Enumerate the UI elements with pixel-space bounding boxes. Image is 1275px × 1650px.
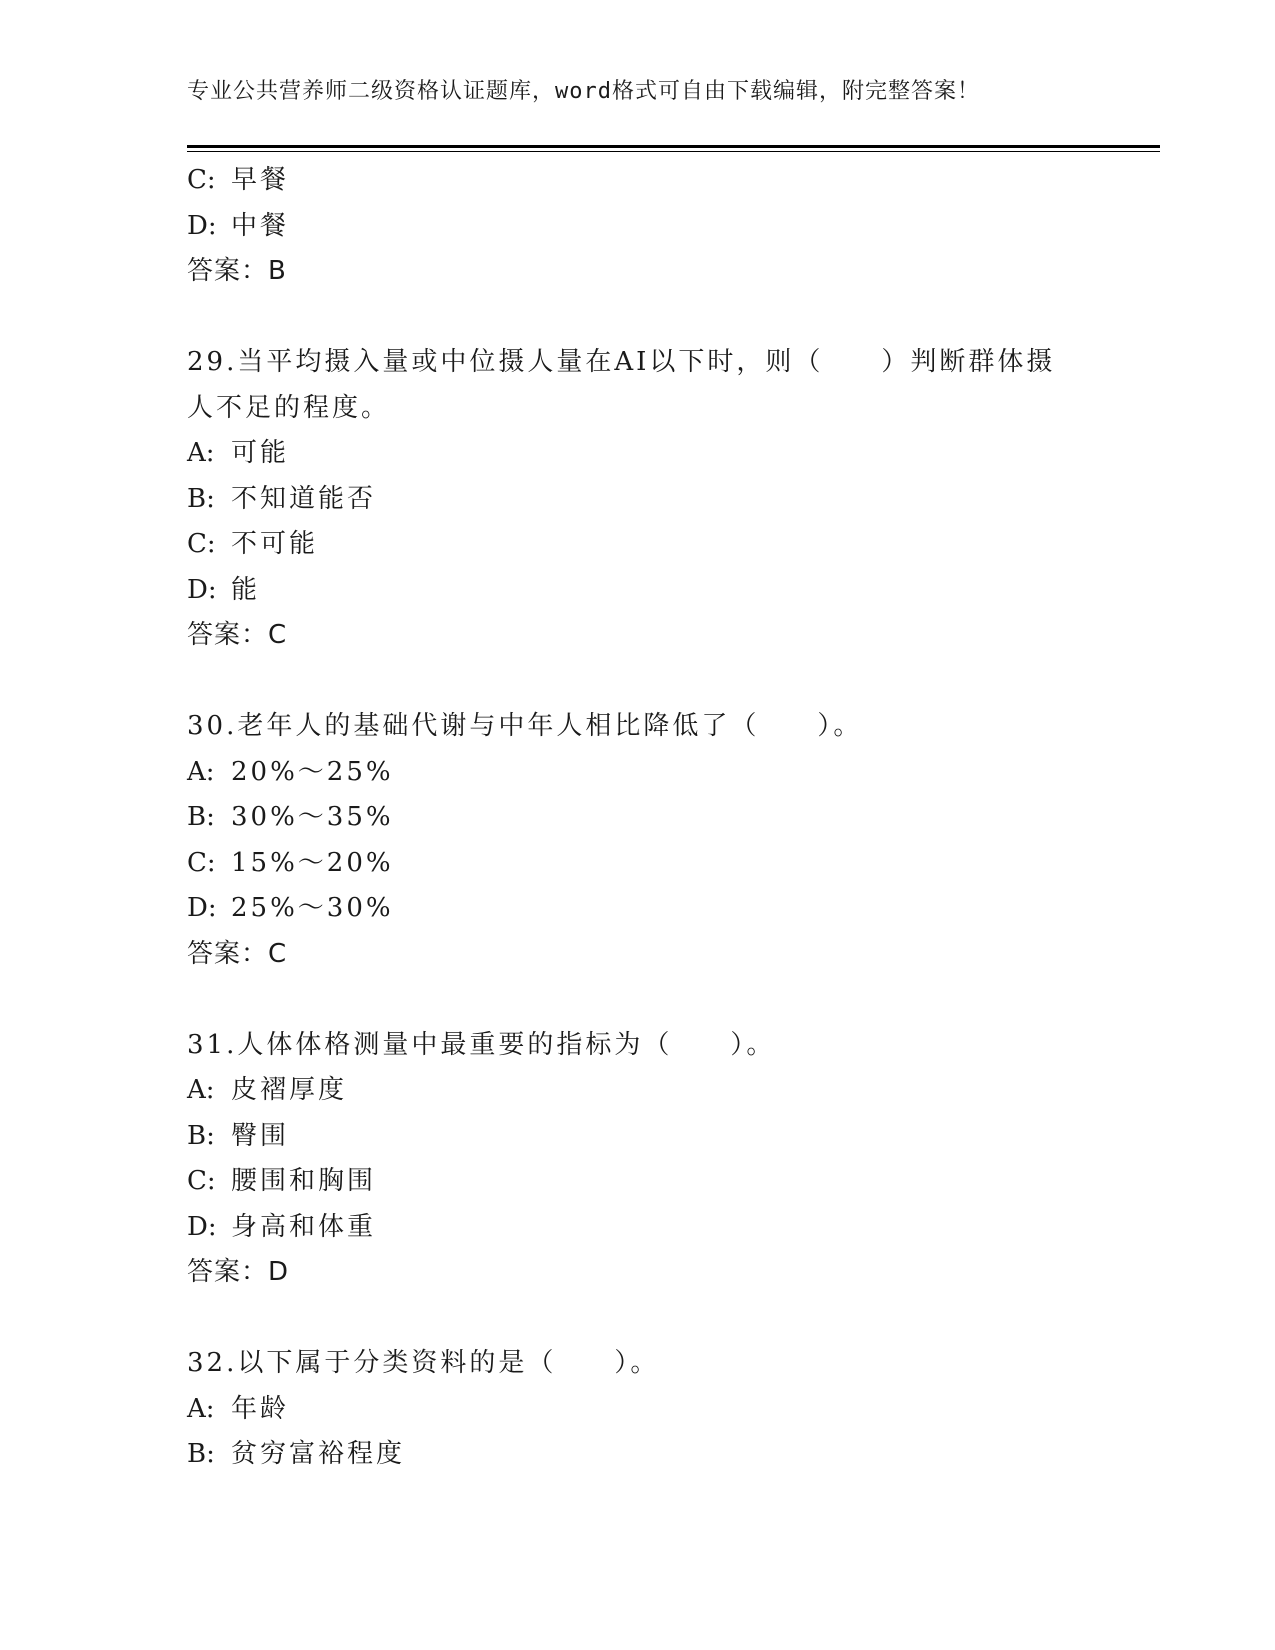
option-label: C:	[187, 165, 216, 195]
option-line	[187, 522, 1087, 568]
option-label: B:	[187, 1120, 215, 1151]
option-line	[187, 1068, 1087, 1114]
option-line	[187, 841, 1087, 887]
option-text: 年龄	[231, 1393, 290, 1424]
option-text: 早餐	[231, 165, 290, 195]
option-text: 腰围和胸围	[231, 1166, 377, 1196]
option-text: 皮褶厚度	[231, 1075, 348, 1105]
option-label: A:	[187, 756, 215, 787]
option-text: 25%～30%	[231, 893, 394, 923]
option-label: C:	[187, 847, 216, 878]
option-label: C:	[187, 529, 216, 559]
option-label: C:	[187, 1166, 216, 1196]
option-label: D:	[187, 893, 217, 923]
option-text: 不可能	[231, 529, 319, 559]
option-line	[187, 1114, 1087, 1160]
spacer	[187, 1296, 1087, 1342]
option-text: 30%～35%	[231, 802, 394, 832]
option-line	[187, 795, 1087, 841]
answer-line: 答案：C	[187, 938, 288, 969]
option-line	[187, 568, 1087, 614]
option-label: B:	[187, 483, 215, 514]
option-line	[187, 1159, 1087, 1205]
option-line	[187, 158, 1087, 204]
option-text: 能	[231, 574, 261, 605]
option-label: A:	[187, 438, 215, 468]
option-text: 20%～25%	[231, 756, 394, 787]
header-rule-thick	[187, 145, 1160, 148]
option-line	[187, 1205, 1087, 1251]
option-line	[187, 1432, 1087, 1478]
option-line	[187, 886, 1087, 932]
question-stem: 29.当平均摄入量或中位摄人量在AI以下时，则（ ）判断群体摄	[187, 347, 1056, 377]
option-text: 可能	[231, 438, 290, 468]
spacer	[187, 977, 1087, 1023]
question-stem: 人不足的程度。	[187, 392, 391, 423]
option-label: D:	[187, 574, 217, 605]
option-line	[187, 204, 1087, 250]
option-line	[187, 750, 1087, 796]
option-text: 中餐	[231, 210, 290, 241]
option-label: A:	[187, 1075, 215, 1105]
option-text: 贫穷富裕程度	[231, 1439, 406, 1469]
spacer	[187, 295, 1087, 341]
question-content	[187, 158, 1087, 1478]
answer-line: 答案：C	[187, 620, 288, 650]
option-line	[187, 477, 1087, 523]
option-label: B:	[187, 802, 215, 832]
page-header: 专业公共营养师二级资格认证题库，word格式可自由下载编辑，附完整答案！	[187, 79, 980, 104]
option-text: 臀围	[231, 1120, 290, 1151]
answer-line: 答案：B	[187, 256, 287, 286]
question-stem: 30.老年人的基础代谢与中年人相比降低了（ ）。	[187, 711, 863, 741]
spacer	[187, 659, 1087, 705]
option-label: B:	[187, 1439, 215, 1469]
option-text: 不知道能否	[231, 483, 377, 514]
option-label: D:	[187, 1211, 217, 1242]
option-label: D:	[187, 210, 217, 241]
option-line	[187, 1387, 1087, 1433]
question-stem: 31.人体体格测量中最重要的指标为（ ）。	[187, 1029, 776, 1060]
option-text: 身高和体重	[231, 1211, 377, 1242]
question-stem: 32.以下属于分类资料的是（ ）。	[187, 1348, 660, 1378]
option-line	[187, 431, 1087, 477]
option-label: A:	[187, 1393, 215, 1424]
answer-line: 答案：D	[187, 1257, 290, 1287]
header-rule-thin	[187, 151, 1160, 152]
option-text: 15%～20%	[231, 847, 394, 878]
